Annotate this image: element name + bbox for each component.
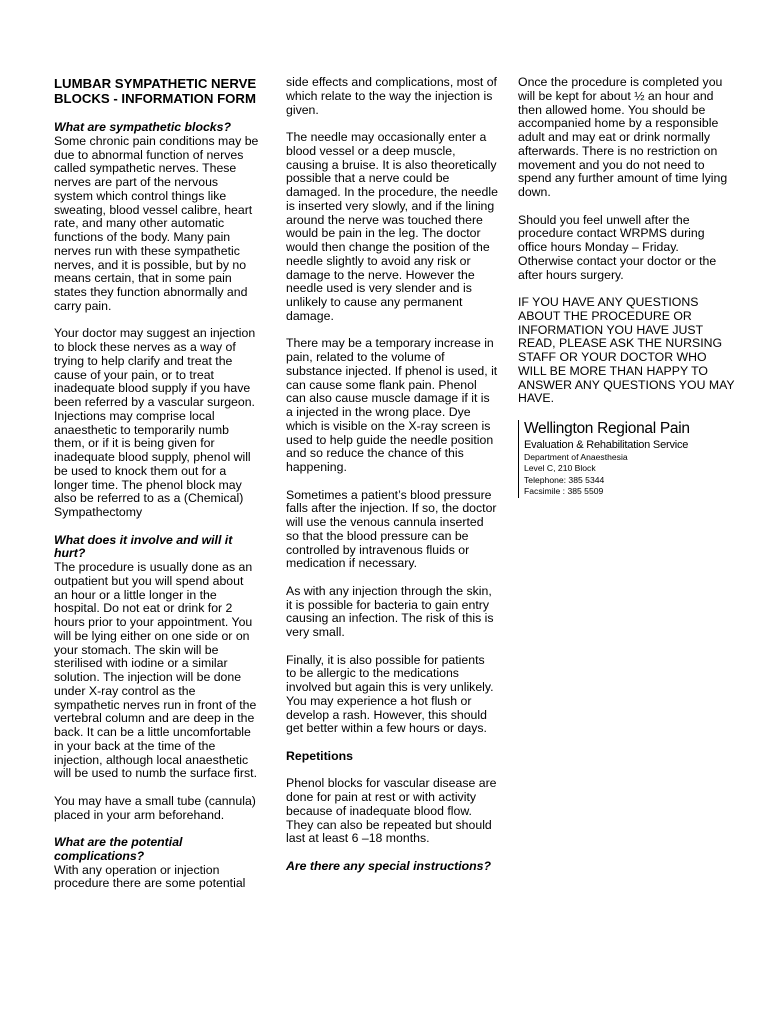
service-logo-block — [518, 420, 724, 498]
section-what-are-blocks — [54, 121, 260, 314]
paragraph-cannula: You may have a small tube (cannula) placed in your arm beforehand. — [54, 793, 256, 822]
column-right — [518, 76, 736, 498]
heading-what-are-blocks: What are sympathetic blocks? — [54, 120, 231, 134]
paragraph-side-effects: side effects and complications, most of which relate to the way the injection is given. — [286, 75, 497, 117]
column-left — [54, 76, 260, 905]
section-complications — [54, 836, 260, 891]
paragraph-questions-notice: IF YOU HAVE ANY QUESTIONS ABOUT THE PROCEDURE OR INFORMATION YOU HAVE JUST READ, PLEASE ASK THE NURSING STAFF OR YOUR DOCTOR WHO WILL BE MORE THAN HAPPY TO ANSWER ANY QUESTIONS YOU MAY HAVE. — [518, 295, 735, 406]
paragraph-blood-pressure: Sometimes a patient’s blood pressure falls after the injection. If so, the doctor will use the venous cannula inserted so that the blood pressure can be controlled by intravenous fluids or medication if necessary. — [286, 487, 497, 571]
paragraph-blocks-intro: Some chronic pain conditions may be due to abnormal function of nerves called sympathetic nerves. These nerves are part of the nervous system which control things like sweating, blood vessel calibre, heart rate, and many other automatic functions of the body. Many pain nerves run with these sympathetic nerves, and it is possible, but by no means certain, that in some pain states they function abnormally and carry pain. — [54, 133, 259, 313]
section-special-instructions — [286, 860, 498, 874]
heading-what-involve: What does it involve and will it hurt? — [54, 532, 233, 561]
document-title: LUMBAR SYMPATHETIC NERVE BLOCKS - INFORMATION FORM — [54, 76, 257, 106]
paragraph-allergy: Finally, it is also possible for patients to be allergic to the medications involved but again this is very unlikely. You may experience a hot flush or develop a rash. However, this should get better within a few hours or days. — [286, 652, 494, 736]
column-middle — [286, 76, 498, 887]
paragraph-procedure: The procedure is usually done as an outpatient but you will spend about an hour or a little longer in the hospital. Do not eat or drink for 2 hours prior to your appointment. You will be lying either on one side or on your stomach. The skin will be sterilised with iodine or a similar solution. The injection will be done under X-ray control as the sympathetic nerves run in front of the vertebral column and are deep in the back. It can be a little uncomfortable in your back at the time of the injection, although local anaesthetic will be used to numb the surface first. — [54, 560, 257, 781]
address-line: Level C, 210 Block — [524, 463, 596, 474]
section-what-involve — [54, 534, 260, 782]
paragraph-feel-unwell: Should you feel unwell after the procedure contact WRPMS during office hours Monday – Friday. Otherwise contact your doctor or the after hours surgery. — [518, 212, 717, 282]
paragraph-after-procedure: Once the procedure is completed you will be kept for about ½ an hour and then allowed home. You should be accompanied home by a responsible adult and may eat or drink normally afterwards. There is no restriction on movement and you do not need to spend any further amount of time lying down. — [518, 75, 728, 199]
paragraph-infection: As with any injection through the skin, it is possible for bacteria to gain entry causing an infection. The risk of this is very small. — [286, 583, 494, 639]
paragraph-repetitions: Phenol blocks for vascular disease are done for pain at rest or with activity because of inadequate blood flow. They can also be repeated but should last at least 6 –18 months. — [286, 776, 497, 846]
paragraph-temporary-pain: There may be a temporary increase in pain, related to the volume of substance injected. If phenol is used, it can cause some flank pain. Phenol can also cause muscle damage if it is a injected in the wrong place. Dye which is visible on the X-ray screen is used to help guide the needle position and so reduce the chance of this happening. — [286, 336, 498, 474]
paragraph-complications-start: With any operation or injection procedure there are some potential — [54, 862, 246, 891]
service-name: Wellington Regional Pain — [524, 419, 690, 437]
paragraph-doctor-suggest: Your doctor may suggest an injection to block these nerves as a way of trying to help clarify and treat the cause of your pain, or to treat inadequate blood supply if you have been referred by a vascular surgeon. Injections may comprise local anaesthetic to temporarily numb them, or if it is being given for inadequate blood supply, phenol will be used to knock them out for a longer time. The phenol block may also be referred to as a (Chemical) Sympathectomy — [54, 326, 256, 519]
telephone-line: Telephone: 385 5344 — [524, 474, 605, 485]
paragraph-needle: The needle may occasionally enter a blood vessel or a deep muscle, causing a bruise. It is also theoretically possible that a nerve could be damaged. In the procedure, the needle is inserted very slowly, and if the lining around the nerve was touched there would be pain in the leg. The doctor would then change the position of the needle slightly to avoid any risk or damage to the nerve. However the needle used is very slender and is unlikely to cause any permanent damage. — [286, 130, 498, 323]
heading-complications: What are the potential complications? — [54, 835, 183, 863]
department-name: Department of Anaesthesia — [524, 451, 628, 462]
facsimile-line: Facsimile : 385 5509 — [524, 486, 604, 497]
service-subtitle: Evaluation & Rehabilitation Service — [524, 438, 689, 451]
heading-special-instructions: Are there any special instructions? — [286, 858, 492, 873]
heading-repetitions: Repetitions — [286, 748, 353, 763]
